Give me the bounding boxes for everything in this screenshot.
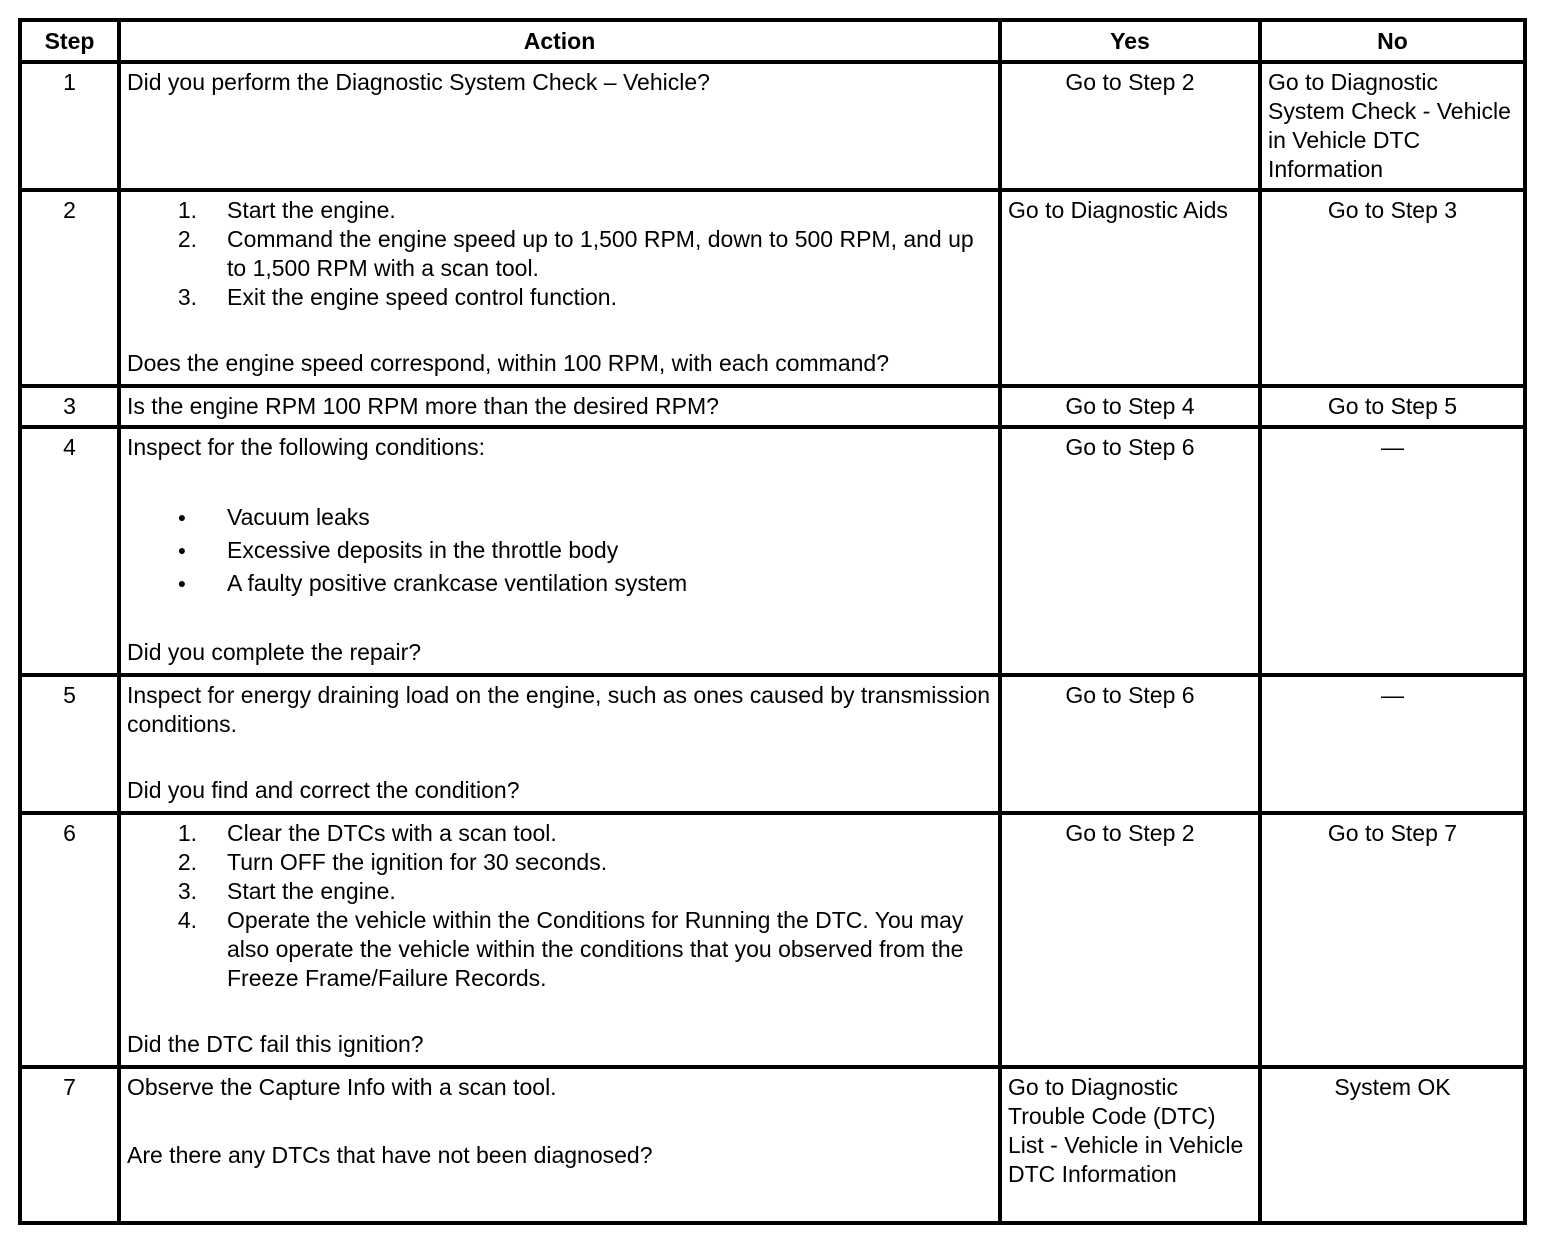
bullet-icon: ●: [177, 541, 187, 558]
bullet-icon: ●: [177, 574, 187, 591]
action-question: Did you complete the repair?: [127, 639, 422, 665]
step-number: 1: [20, 62, 119, 190]
action-cell: [119, 190, 1000, 386]
header-yes: Yes: [1000, 20, 1260, 62]
list-item: 2. Turn OFF the ignition for 30 seconds.: [177, 849, 608, 875]
step-number: 2: [20, 190, 119, 386]
yes-cell: Go to Step 6: [1000, 675, 1260, 813]
action-question: Are there any DTCs that have not been diagnosed?: [127, 1142, 653, 1168]
list-item: ● Excessive deposits in the throttle body: [127, 534, 992, 567]
list-item: ● Vacuum leaks: [127, 501, 992, 534]
table-row: [20, 190, 1525, 386]
header-action: Action: [119, 20, 1000, 62]
list-item: 3. Exit the engine speed control function.: [177, 284, 617, 310]
no-cell: Go to Step 7: [1260, 813, 1525, 1067]
list-item: ● A faulty positive crankcase ventilation system: [127, 567, 992, 600]
bullet-list: [127, 501, 992, 600]
header-no: No: [1260, 20, 1525, 62]
no-cell: Go to Step 5: [1260, 386, 1525, 427]
yes-cell: Go to Step 4: [1000, 386, 1260, 427]
no-cell: Go to Diagnostic System Check - Vehicle in Vehicle DTC Information: [1260, 62, 1525, 190]
numbered-list: [127, 196, 992, 312]
bullet-icon: ●: [177, 508, 187, 525]
list-item: 1. Clear the DTCs with a scan tool.: [177, 820, 557, 846]
numbered-list: [127, 819, 992, 993]
no-cell: —: [1260, 427, 1525, 675]
yes-cell: Go to Step 6: [1000, 427, 1260, 675]
yes-cell: Go to Step 2: [1000, 813, 1260, 1067]
action-intro: Inspect for the following conditions:: [127, 434, 485, 460]
action-intro: Inspect for energy draining load on the engine, such as ones caused by transmission conditions.: [127, 682, 991, 737]
list-item: 3. Start the engine.: [177, 878, 396, 904]
action-cell: [119, 1067, 1000, 1223]
yes-cell: Go to Diagnostic Trouble Code (DTC) List - Vehicle in Vehicle DTC Information: [1000, 1067, 1260, 1223]
action-cell: [119, 62, 1000, 190]
action-question: Did you perform the Diagnostic System Check – Vehicle?: [127, 69, 710, 95]
step-number: 5: [20, 675, 119, 813]
action-question: Did the DTC fail this ignition?: [127, 1031, 424, 1057]
no-cell: —: [1260, 675, 1525, 813]
action-cell: [119, 675, 1000, 813]
no-cell: System OK: [1260, 1067, 1525, 1223]
header-step: Step: [20, 20, 119, 62]
table-row: [20, 62, 1525, 190]
action-question: Did you find and correct the condition?: [127, 777, 520, 803]
yes-cell: Go to Diagnostic Aids: [1000, 190, 1260, 386]
no-cell: Go to Step 3: [1260, 190, 1525, 386]
yes-cell: Go to Step 2: [1000, 62, 1260, 190]
diagnostic-table: [18, 18, 1527, 1225]
table-row: [20, 675, 1525, 813]
list-item: 2. Command the engine speed up to 1,500 RPM, down to 500 RPM, and up to 1,500 RPM with a scan tool.: [177, 226, 974, 281]
action-cell: [119, 813, 1000, 1067]
step-number: 6: [20, 813, 119, 1067]
step-number: 7: [20, 1067, 119, 1223]
step-number: 3: [20, 386, 119, 427]
table-row: [20, 813, 1525, 1067]
action-cell: [119, 427, 1000, 675]
table-row: [20, 427, 1525, 675]
header-row: [20, 20, 1525, 62]
list-item: 4. Operate the vehicle within the Conditions for Running the DTC. You may also operate the vehicle within the conditions that you observed from the Freeze Frame/Failure Records.: [177, 907, 964, 991]
action-intro: Observe the Capture Info with a scan tool.: [127, 1074, 557, 1100]
action-question: Does the engine speed correspond, within 100 RPM, with each command?: [127, 350, 889, 376]
table-row: [20, 386, 1525, 427]
list-item: 1. Start the engine.: [177, 197, 396, 223]
step-number: 4: [20, 427, 119, 675]
action-question: Is the engine RPM 100 RPM more than the desired RPM?: [127, 393, 719, 419]
table-row: [20, 1067, 1525, 1223]
action-cell: [119, 386, 1000, 427]
